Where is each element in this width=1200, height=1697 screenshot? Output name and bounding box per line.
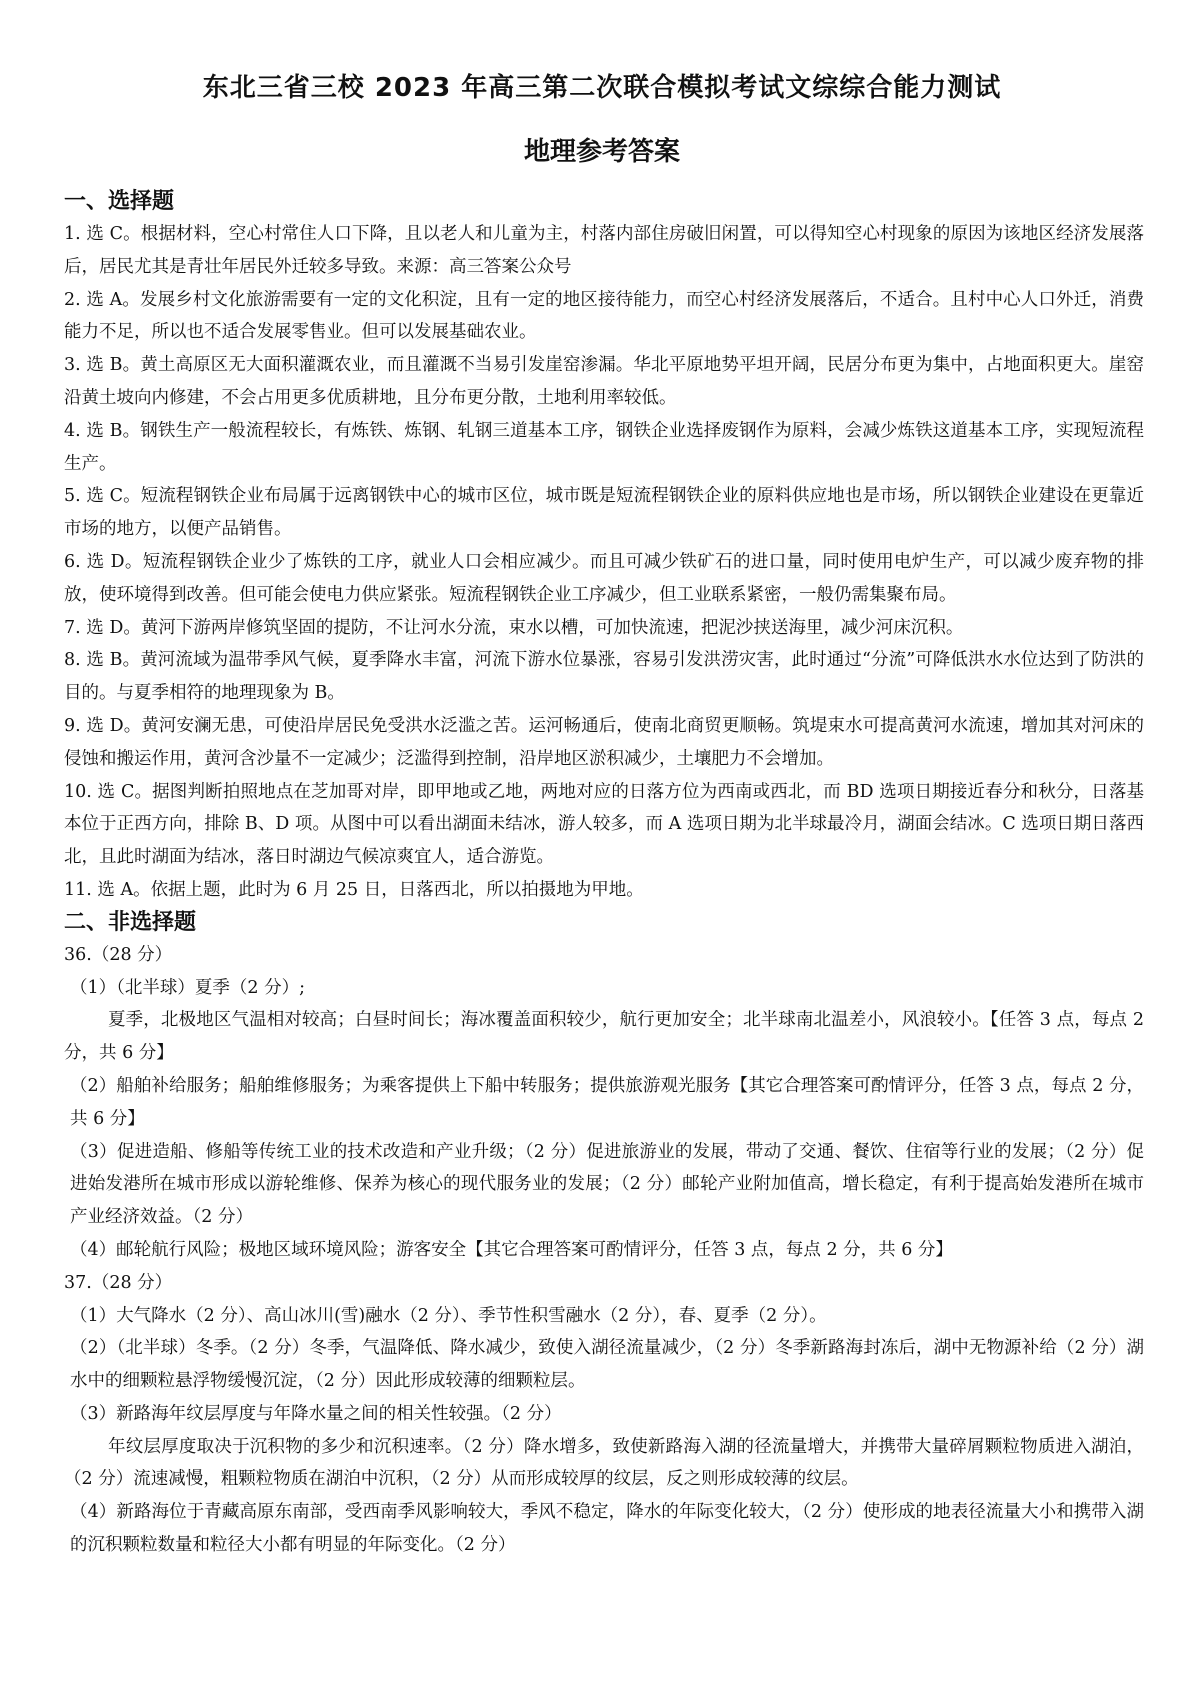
section-multiple-choice — [60, 186, 1144, 907]
answer-item-4: 4. 选 B。钢铁生产一般流程较长，有炼铁、炼钢、轧钢三道基本工序，钢铁企业选择废钢作为原料，会减少炼铁这道基本工序，实现短流程生产。 — [64, 420, 1144, 474]
q37-part3: （3）新路海年纹层厚度与年降水量之间的相关性较强。（2 分） — [70, 1403, 562, 1424]
q36-part2: （2）船舶补给服务；船舶维修服务；为乘客提供上下船中转服务；提供旅游观光服务【其它合理答案可酌情评分，任答 3 点，每点 2 分，共 6 分】 — [70, 1075, 1144, 1129]
q36-part3: （3）促进造船、修船等传统工业的技术改造和产业升级；（2 分）促进旅游业的发展，带动了交通、餐饮、住宿等行业的发展；（2 分）促进始发港所在城市形成以游轮维修、保养为核心的现代服务业的发展；（2 分）邮轮产业附加值高，增长稳定，有利于提高始发港所在城市产业经济效益。（2 分） — [70, 1141, 1144, 1228]
section-free-response — [60, 907, 1144, 1562]
question-36-header: 36.（28 分） — [64, 944, 173, 965]
document-title: 东北三省三校 2023 年高三第二次联合模拟考试文综综合能力测试 — [202, 73, 1002, 103]
answer-item-6: 6. 选 D。短流程钢铁企业少了炼铁的工序，就业人口会相应减少。而且可减少铁矿石的进口量，同时使用电炉生产，可以减少废弃物的排放，使环境得到改善。但可能会使电力供应紧张。短流程钢铁企业工序减少，但工业联系紧密，一般仍需集聚布局。 — [64, 551, 1144, 605]
q37-part1: （1）大气降水（2 分）、高山冰川(雪)融水（2 分）、季节性积雪融水（2 分），春、夏季（2 分）。 — [70, 1305, 827, 1326]
answer-item-8: 8. 选 B。黄河流域为温带季风气候，夏季降水丰富，河流下游水位暴涨，容易引发洪涝灾害，此时通过“分流”可降低洪水水位达到了防洪的目的。与夏季相符的地理现象为 B。 — [64, 650, 1144, 704]
section-heading-free-response: 二、非选择题 — [64, 909, 197, 935]
q36-part4: （4）邮轮航行风险；极地区域环境风险；游客安全【其它合理答案可酌情评分，任答 3 点，每点 2 分，共 6 分】 — [70, 1239, 953, 1260]
q36-part1-detail: 夏季，北极地区气温相对较高；白昼时间长；海冰覆盖面积较少，航行更加安全；北半球南北温差小，风浪较小。【任答 3 点，每点 2 分，共 6 分】 — [64, 1010, 1144, 1064]
document-subtitle: 地理参考答案 — [523, 137, 680, 167]
answer-item-10: 10. 选 C。据图判断拍照地点在芝加哥对岸，即甲地或乙地，两地对应的日落方位为西南或西北，而 BD 选项日期接近春分和秋分，日落基本位于正西方向，排除 B、D 项。从图中可以看出湖面未结冰，游人较多，而 A 选项日期为北半球最冷月，湖面会结冰。C 选项日期日落西北，且此时湖面为结冰，落日时湖边气候凉爽宜人，适合游览。 — [64, 781, 1144, 868]
q37-part2: （2）（北半球）冬季。（2 分）冬季，气温降低、降水减少，致使入湖径流量减少，（2 分）冬季新路海封冻后，湖中无物源补给（2 分）湖水中的细颗粒悬浮物缓慢沉淀，（2 分）因此形成较薄的细颗粒层。 — [70, 1338, 1144, 1392]
answer-item-3: 3. 选 B。黄土高原区无大面积灌溉农业，而且灌溉不当易引发崖窑渗漏。华北平原地势平坦开阔，民居分布更为集中，占地面积更大。崖窑沿黄土坡向内修建，不会占用更多优质耕地，且分布更分散，土地利用率较低。 — [64, 355, 1144, 408]
answer-item-5: 5. 选 C。短流程钢铁企业布局属于远离钢铁中心的城市区位，城市既是短流程钢铁企业的原料供应地也是市场，所以钢铁企业建设在更靠近市场的地方，以便产品销售。 — [64, 486, 1144, 540]
q37-part4: （4）新路海位于青藏高原东南部，受西南季风影响较大，季风不稳定，降水的年际变化较大，（2 分）使形成的地表径流量大小和携带入湖的沉积颗粒数量和粒径大小都有明显的年际变化。（2 分） — [70, 1502, 1144, 1556]
answer-item-2: 2. 选 A。发展乡村文化旅游需要有一定的文化积淀，且有一定的地区接待能力，而空心村经济发展落后，不适合。且村中心人口外迁，消费能力不足，所以也不适合发展零售业。但可以发展基础农业。 — [64, 289, 1144, 343]
section-heading-choice: 一、选择题 — [64, 189, 175, 214]
answer-item-1: 1. 选 C。根据材料，空心村常住人口下降，且以老人和儿童为主，村落内部住房破旧闲置，可以得知空心村现象的原因为该地区经济发展落后，居民尤其是青壮年居民外迁较多导致。来源：高三答案公众号 — [64, 224, 1144, 277]
question-37-header: 37.（28 分） — [64, 1272, 173, 1293]
answer-item-9: 9. 选 D。黄河安澜无患，可使沿岸居民免受洪水泛滥之苦。运河畅通后，使南北商贸更顺畅。筑堤束水可提高黄河水流速，增加其对河床的侵蚀和搬运作用，黄河含沙量不一定减少；泛滥得到控制，沿岸地区淤积减少，土壤肥力不会增加。 — [64, 715, 1144, 769]
q37-part3-detail: 年纹层厚度取决于沉积物的多少和沉积速率。（2 分）降水增多，致使新路海入湖的径流量增大，并携带大量碎屑颗粒物质进入湖泊，（2 分）流速减慢，粗颗粒物质在湖泊中沉积，（2 分）从而形成较厚的纹层，反之则形成较薄的纹层。 — [64, 1436, 1144, 1490]
q36-part1: （1）（北半球）夏季（2 分）; — [70, 977, 305, 998]
answer-item-7: 7. 选 D。黄河下游两岸修筑坚固的提防，不让河水分流，束水以槽，可加快流速，把泥沙挟送海里，减少河床沉积。 — [64, 617, 964, 638]
answer-item-11: 11. 选 A。依据上题，此时为 6 月 25 日，日落西北，所以拍摄地为甲地。 — [64, 879, 644, 900]
